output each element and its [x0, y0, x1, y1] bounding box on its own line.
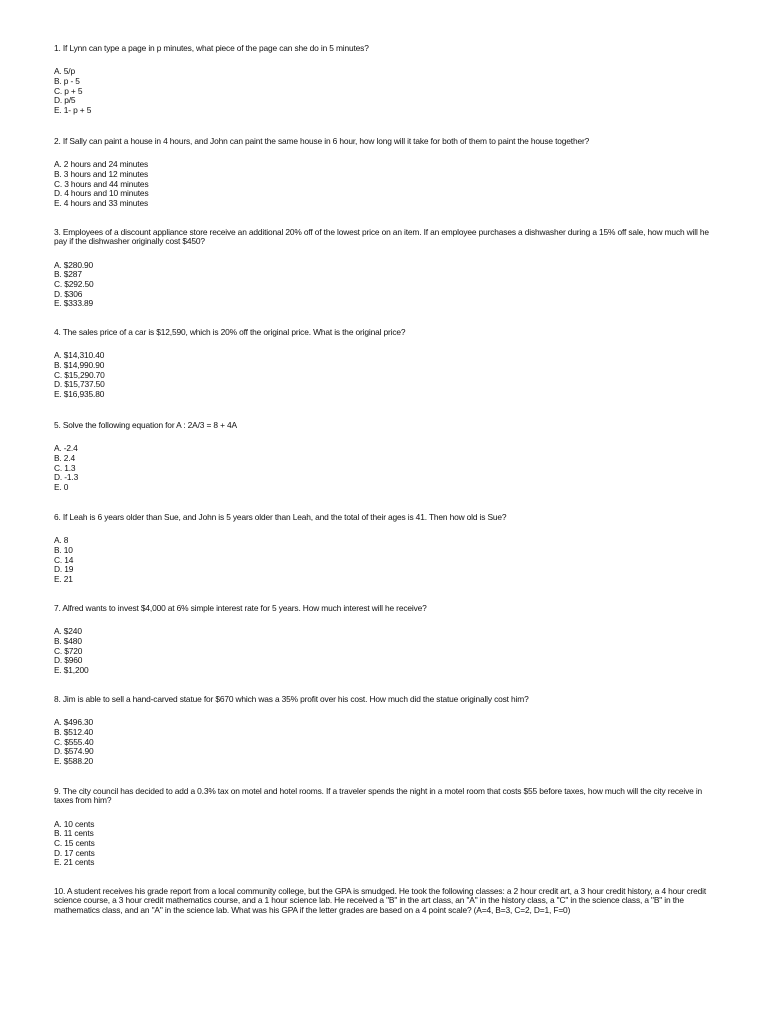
choice-b: B. 11 cents [54, 828, 94, 839]
answer-choices [54, 536, 714, 584]
question-9 [54, 787, 714, 868]
choice-c: C. $15,290.70 [54, 369, 105, 380]
answer-choices [54, 351, 714, 399]
choice-d: D. $574.90 [54, 746, 94, 757]
answer-choices [54, 160, 714, 208]
choice-b: B. p - 5 [54, 76, 80, 86]
question-4 [54, 328, 714, 399]
question-7 [54, 604, 714, 675]
choice-b: B. $14,990.90 [54, 360, 105, 370]
choice-d: D. -1.3 [54, 472, 79, 483]
question-text: 5. Solve the following equation for A : 2A/3 = 8 + 4A [54, 420, 237, 430]
choice-d: D. p/5 [54, 95, 76, 106]
choice-b: B. $287 [54, 269, 82, 280]
question-1 [54, 44, 714, 115]
choice-c: C. $720 [54, 645, 83, 656]
choice-e: E. 21 cents [54, 857, 95, 868]
choice-c: C. 14 [54, 554, 74, 565]
choice-a: A. 10 cents [54, 818, 95, 829]
answer-choices [54, 718, 714, 766]
choice-b: B. $512.40 [54, 727, 94, 737]
choice-d: D. 19 [54, 564, 74, 575]
choice-e: E. $1,200 [54, 664, 89, 675]
choice-e: E. 1- p + 5 [54, 104, 92, 115]
choice-a: A. 2 hours and 24 minutes [54, 159, 149, 170]
question-text: 4. The sales price of a car is $12,590, which is 20% off the original price. What is the original price? [54, 327, 406, 337]
question-6 [54, 513, 714, 584]
choice-a: A. -2.4 [54, 443, 78, 454]
choice-e: E. 21 [54, 573, 73, 584]
question-text: 3. Employees of a discount appliance store receive an additional 20% off of the lowest price on an item. If an employee purchases a dishwasher during a 15% off sale, how much will he pay if the dishwasher originally cost $450? [54, 227, 709, 247]
choice-a: A. 8 [54, 535, 69, 546]
choice-d: D. 17 cents [54, 847, 95, 858]
question-2 [54, 137, 714, 208]
choice-b: B. 2.4 [54, 453, 75, 463]
question-text: 6. If Leah is 6 years older than Sue, and John is 5 years older than Leah, and the total of their ages is 41. Then how old is Sue? [54, 512, 507, 522]
answer-choices [54, 67, 714, 115]
choice-e: E. 4 hours and 33 minutes [54, 197, 149, 208]
choice-a: A. 5/p [54, 66, 75, 77]
choice-d: D. $960 [54, 655, 83, 666]
choice-e: E. 0 [54, 481, 69, 492]
choice-c: C. p + 5 [54, 85, 83, 96]
choice-c: C. 3 hours and 44 minutes [54, 178, 149, 189]
choice-b: B. $480 [54, 636, 82, 646]
question-10 [54, 887, 714, 915]
question-text: 7. Alfred wants to invest $4,000 at 6% simple interest rate for 5 years. How much interest will he receive? [54, 603, 427, 613]
question-3 [54, 228, 714, 309]
choice-c: C. $292.50 [54, 279, 94, 289]
choice-b: B. 10 [54, 545, 73, 555]
choice-e: E. $588.20 [54, 755, 94, 766]
choice-a: A. $496.30 [54, 717, 94, 728]
question-5 [54, 421, 714, 492]
question-text: 8. Jim is able to sell a hand-carved statue for $670 which was a 35% profit over his cost. How much did the statue originally cost him? [54, 694, 529, 704]
choice-d: D. $15,737.50 [54, 379, 105, 390]
choice-b: B. 3 hours and 12 minutes [54, 169, 149, 179]
question-8 [54, 695, 714, 766]
answer-choices [54, 627, 714, 675]
question-text: 9. The city council has decided to add a 0.3% tax on motel and hotel rooms. If a traveler spends the night in a motel room that costs $55 before taxes, how much will the city receive in taxes from him? [54, 786, 703, 806]
question-text: 2. If Sally can paint a house in 4 hours, and John can paint the same house in 6 hour, how long will it take for both of them to paint the house together? [54, 136, 590, 146]
choice-c: C. 15 cents [54, 838, 95, 848]
choice-a: A. $280.90 [54, 259, 94, 270]
choice-e: E. $16,935.80 [54, 388, 105, 399]
choice-c: C. $555.40 [54, 736, 94, 747]
answer-choices [54, 444, 714, 492]
question-text: 1. If Lynn can type a page in p minutes, what piece of the page can she do in 5 minutes? [54, 43, 369, 53]
choice-d: D. $306 [54, 288, 83, 299]
choice-e: E. $333.89 [54, 298, 94, 309]
answer-choices [54, 820, 714, 868]
answer-choices [54, 261, 714, 309]
choice-a: A. $240 [54, 626, 82, 637]
choice-a: A. $14,310.40 [54, 350, 105, 361]
choice-d: D. 4 hours and 10 minutes [54, 188, 149, 199]
question-text: 10. A student receives his grade report from a local community college, but the GPA is smudged. He took the following classes: a 2 hour credit art, a 3 hour credit history, a 4 hour credit science course, a 3 hour credit mathematics course, and a 1 hour science lab. He received a "B" in the art class, an "A" in the history class, a "C" in the science class, a "B" in the mathematics class, and an "A" in the science lab. What was his GPA if the letter grades are based on a 4 point scale? (A=4, B=3, C=2, D=1, F=0) [54, 886, 707, 915]
choice-c: C. 1.3 [54, 462, 76, 473]
